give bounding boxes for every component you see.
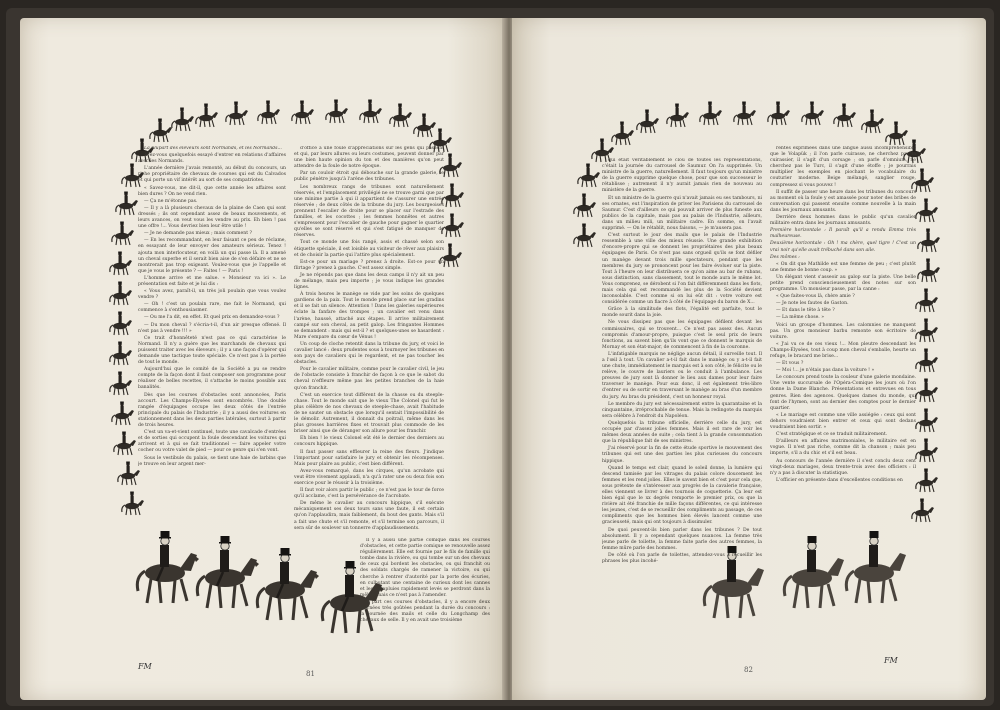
left-col2-paragraphs bbox=[294, 146, 444, 532]
paragraph: L'officier en présente dans d'excellentes conditions en bbox=[776, 477, 903, 483]
paragraph: Il faut voir alors partir le public ; ce n'est pas le tour de force qu'il acclame, c'est la persévérance de l'acrobate. bbox=[294, 488, 444, 500]
paragraph: C'est surtout le jour des mails que le palais de l'Industrie ressemble à une ville des mieux réussie. Une grande exhibition d'encore-propre qui se donnent les propriétaires des plus beaux équipages de Paris. Ce n'est pas sans orgueil qu'ils se font défiler un manège devant trois mille spectateurs, pendant que les membres du jury se prononcent pour les faire évoluer sur la piste. Tout à l'heure on leur distribuera ce qu'on aime au bar de rubans, sous distinction, sans classement, tout le monde aura le même lot. Vous comprenez, se dérobent si l'on fait différemment dans les flots, mais cela qui est recommandé les plus de la Société devient inconsolable. C'est comme si on lui eût dit : votre voiture est considérée comme un fiacre à côté de l'équipage du baron de X... bbox=[602, 233, 762, 306]
left-page-number: 81 bbox=[306, 670, 315, 678]
paragraph: « Savez-vous, me dit-il, que cette année les affaires sont bien dures ? On ne vend rien. bbox=[138, 185, 286, 197]
paragraph: Il y a aussi une partie comique dans les courses d'obstacles, et cette partie comique se renouvelle assez régulièrement. Elle est fournie par le fils de famille qui tombe dans la rivière, ou qui tombe sur un des chevaux de ceux qui bordent les obstacles, ou qui franchit ou des soldats chargés de ramener la victoire, ou qui cherche à rentrer d'autorité par la porte des écuries, en culbutant une centaine de curieux dont les cannes et les parapluies rapidement levés se perdront dans la mêlée, mais ce n'est pas à l'amender. bbox=[360, 538, 490, 598]
paragraph: « Que faites-vous là, chère amie ? bbox=[776, 294, 855, 300]
left-col3-paragraphs bbox=[360, 538, 490, 624]
left-column-3 bbox=[360, 538, 490, 678]
paragraph: Sous le vestibule du palais, se tient une haie de larbins que je trouve en leur argent mer- bbox=[138, 455, 286, 467]
paragraph: Il faut passer sans effleurer la reine des fleurs. J'indique l'important pour satisfaire le jury et obtenir les récompenses. Mais pour plaire au public, c'est bien différent. bbox=[294, 449, 444, 467]
paragraph: — Oh ! c'est un poulain rare, me fait le Normand, qui commence à s'enthousiasmer. bbox=[138, 302, 286, 314]
paragraph: C'est stratégique et ce se traduit militairement. bbox=[776, 432, 888, 438]
right-column-2 bbox=[770, 146, 916, 546]
paragraph: Un élégant vient s'asseoir au galop sur la piste. Une belle petite prend consciencieusement des notes sur son programme. Un monsieur passe, par la canne : bbox=[770, 274, 916, 293]
paragraph: — Il y a là plusieurs chevaux de la plaine de Caen qui sont dressés ; ils ont cependant assez de beaux mouvements, et leurs avances, on veut vous les vendre au prix. Eh bien ! pas une offre !... Vous devriez bien leur être utile ! bbox=[138, 205, 286, 230]
paragraph: — La même chose. » bbox=[776, 315, 825, 321]
paragraph: J'ai réservé pour la fin de cette étude sportive le mouvement des tribunes qui est une des parties les plus curieuses du concours hippique. bbox=[602, 446, 762, 464]
paragraph: rentes exprimées dans une langue aussi incompréhensible que le Volapük ; il l'on parle cuirasse, ne cherchez pas la cuirassier, il s'agit d'un corsage ; on parle d'omnium, ne cherchez pas le Turc, il s'agit d'une étoffe ; je pourrais multiplier les exemples en piochant le vocabulaire du couturier moderne. Beige mélangé, sanglier rouge, compressez si vous pouvez ! bbox=[770, 146, 916, 188]
left-column-1 bbox=[138, 146, 286, 526]
paragraph: « On dit que Mathilde est une femme de peu ; c'est plutôt une femme de bonne coup. » bbox=[770, 261, 916, 273]
paragraph: — En les recommandant, en leur faisant ce peu de réclame, en essayant de leur envoyer des amateurs sérieux. Tenez ! ajouta mon interlocuteur, en voilà un qui passe là. Il a amené un cheval superbe et il serait bien aise de s'en défaire et ne se montrerait pas trop exigeant. Voulez-vous que je l'appelle et que je vous le présente ? — Faites ! — Paris ! bbox=[138, 238, 286, 274]
left-col1-paragraphs bbox=[138, 146, 286, 468]
paragraph: Est-ce pour un mariage ? prenez à droite. Est-ce pour un flirtage ? prenez à gauche. C'est assez simple. bbox=[294, 259, 444, 271]
right-page bbox=[512, 18, 986, 700]
right-col2-paragraphs bbox=[770, 146, 916, 484]
paragraph: L'homme arrive et me salue. « Monsieur va ici ». Le présentation est faite et je lui dis : bbox=[138, 275, 286, 287]
paragraph: De quoi peuvent-ils bien parler dans les tribunes ? De tout absolument. Il y a cependant quelques nuances. La femme très jeune parle de toilette, la femme faite parle des autres femmes, la femme mûre parle des hommes. bbox=[602, 527, 762, 551]
paragraph: C'est un exercice tout différent de la chasse ou du steeple-chase. Tout le monde sait que le vieux The Colonel qui fut le plus célèbre de nos chevaux de steeple-chase, avait l'habitude de ne sauter un obstacle que lorsqu'il sentait l'impossibilité de le démolir. Autrement, il donnait du poitrail, même dans les plus grosses barrières fixes et trouvait plus commode de les briser ainsi que de déranger son allure pour les franchir. bbox=[294, 392, 444, 435]
paragraph: Ce trait d'honnêteté n'est pas ce qui caractérise le Normand. Il n'y a guère que les marchands de chevaux qui puissent traiter avec les éleveurs ; il y a une façon d'opérer qui demande une tactique toute spéciale. Ce n'est pas à la portée de tout le monde. bbox=[138, 335, 286, 366]
paragraph: Ne vous dissipez pas que les équipages défilent devant les commissaires, qui se trouvent... Ce n'est pas assez des. Aucun compromis d'amour-propre, puisque c'est le seul prix de leurs fonctions, au savent bien qu'ils vont que ce donnent le marquis de Mornay et son état-major, de commencent à fin de la couronne. bbox=[602, 320, 762, 350]
paragraph: — Et vous ? bbox=[776, 361, 804, 367]
paragraph: Première horizontale : Il paraît qu'il a rendu Emma très malheureuse. bbox=[770, 228, 916, 240]
paragraph: Derrière deux hommes dans le public qu'un cavalier militaire entra dans les journaux amusants. bbox=[770, 215, 916, 227]
paragraph: Les nombreux rangs de tribunes sont naturellement réservés, et l'emplacement privilégié ne se trouve garni que par une minime partie à qui il appartient de s'assurer une entrée réservée ; de deux côtés de la tribune du jury. Les bourgeoises prennent l'escalier de droite pour se placer sur l'estrade des familles, et les cocottes ; les femmes honnêtes et autres s'empressent pour l'escalier de gauche pour gagner le quartier qu'elles se sont réservé et qui s'est fatigué de manquer de réserves. bbox=[294, 184, 444, 239]
paragraph: Je ne réponds pas que dans les deux camps il n'y ait un peu de mélange, mais peu importe ; je vous indique les grandes lignes. bbox=[294, 272, 444, 291]
paragraph: Aujourd'hui que le comité de la Société a pu se rendre compte de la façon dont il faut composer son programme pour réaliser de belles recettes, il s'attache le moins possible aux banalités. bbox=[138, 367, 286, 391]
right-illustrator-signature: FM bbox=[884, 656, 898, 665]
paragraph: Voici un groupe d'hommes. Les calomnies ne manquent pas. Un gros monsieur barbu remonte son écritoire de voiture. bbox=[770, 322, 916, 340]
paragraph: La plupart des éleveurs sont Normands, et les Normands... bbox=[144, 146, 282, 151]
paragraph: Quelquefois la tribune officielle, derrière celle du jury, est occupée par d'assez jolies femmes. Mais il est rare de voir les mêmes deux années de suite ; cela tient à la grande consommation que la république fait de ses ministres. bbox=[602, 420, 762, 445]
paragraph: À trois heures le manège se vide par les soins de quelques gardiens de la paix. Tout le monde prend place sur les gradins et il se fait un silence. Attention ! Dans les galeries supérieures éclate la fanfare des trompes ; un cavalier est venu dans l'arène, haussé, attaché aux étapes. Il arrive militairement campé sur son cheval, au petit galop. Les fringantes Hommes se demandent : mais qui est-il ? et quelques-unes se hasardent : Mare s'empare du cœur de Vénus ! bbox=[294, 292, 444, 340]
paragraph: Il suffit de passer une heure dans les tribunes du concours au moment où la foule y est amassée pour noter des bribes de conversation qui passent ensuite comme nouvelle à la main dans les journaux amusants. bbox=[770, 189, 916, 213]
paragraph: À part ces courses d'obstacles, il y a encore deux journées très goûtées pendant la durée du concours : la journée des mails et celle du Longchamp des chevaux de selle. Il y en avait une troisième bbox=[360, 599, 490, 624]
paragraph: — Ou me l'a dit, en effet. Et quel prix en demandez-vous ? bbox=[144, 315, 280, 321]
paragraph: « Vous avez, paraît-il, un très joli poulain que vous voulez vendre ? bbox=[138, 289, 286, 301]
paragraph: Quand le temps est clair, quand le soleil donne, la lumière qui descend tamisée par les vitrages du palais colore doucement les femmes et les rend jolies. Elles le savent bien et c'est pour cela que, sous prétexte de s'intéresser aux progrès de la cavalerie française, elles viennent se livrer à des tournois de coquetterie. Ça leur est bien égal que le xx degrés remporte le premier prix, ou que la rivière ait été franchie de mille façons différentes, ce qui intéresse les jeunes, c'est de se recueillir des compliments au passage, de ces compliments que les hommes bien élevés lancent comme une gracieuseté, mais qui ont toujours à dissimuler. bbox=[602, 465, 762, 526]
paragraph: L'infatigable marquis ne néglige aucun détail, il surveille tout. Il a l'œil à tout. Un cavalier a-t-il fait dans le manège ou y a-t-il fait une chute, immédiatement le marquis est à son côté, le félicite ou le relève, le couvre de lauriers ou le conduit à l'ambulance. Les preuves de jury sont là donner le lieu aux dames pour leur faire traverser le manège. Pour eux donc, il est également très-libre d'entrer ou de sortir en traversant le manège au bras d'un membre du jury. Au bras du président, c'est un honneur royal. bbox=[602, 351, 762, 400]
paragraph: Avez-vous remarqué, dans les cirques, qu'un acrobate qui veut être vivement applaudi, n'a qu'à rater une ou deux fois son exercice pour le réussir à la troisième. bbox=[294, 468, 444, 486]
paragraph: Au concours de l'année dernière il s'est conclu deux cent vingt-deux mariages, deux trente-trois avec des officiers : il n'y a pas à discuter la statistique. bbox=[770, 458, 916, 476]
paragraph: Grâce à la similitude des flots, l'égalité est parfaite, tout le monde sourit dans la joie. bbox=[602, 307, 762, 319]
paragraph: Deuxième horizontale : Oh ! ma chère, quel tigre ! C'est un vrai noir qu'elle avait trébuché dans son aile. bbox=[770, 241, 916, 253]
left-illustrator-signature: FM bbox=[138, 662, 152, 671]
paragraph: — Ça ne m'étonne pas. bbox=[144, 198, 198, 204]
paragraph: Tout ce monde une fois rangé, assis et chassé selon son étiquette spéciale, il est loisible au visiteur de rêver aux plaisirs et de choisir la partie qui l'attire plus spécialement. bbox=[294, 240, 444, 258]
paragraph: — Du mon cheval ? s'écria-t-il, d'un air presque offensé. Il n'est pas à vendre !!! » bbox=[138, 322, 286, 334]
paragraph: Et un ministre de la guerre qui n'avait jamais eu ses tambours, ni ses ornates, eut l'inspiration de priver les Parisiens du carrousel de Saumur. C'est d'ailleurs ce qui pouvait arriver de plus funeste aux publics de la capitale, mais pas au palais de l'Industrie, ailleurs, dans un milieu mili, un militaire cadre. En somme, on l'avait supprimé. — On le rétablit, nous faisons, — je m'ausera pas. bbox=[602, 195, 762, 232]
paragraph: De même le cavalier au concours hippique, s'il exécute mécaniquement ses deux tours sans une faute, il est certain qu'on l'applaudira, mais faiblement, du bout des gants. Mais s'il a fait une chute et s'il remonte, et s'il termine son parcours, il sera sûr de soulever un tonnerre d'applaudissements. bbox=[294, 501, 444, 531]
paragraph: Le membre du jury est nécessairement entre la quarantaine et la cinquantaine, irréprochable de tenue. Mais la redingote du marquis sera célèbre à l'endroit du Napoléon. bbox=[602, 401, 762, 419]
paragraph: — Moi !... je n'étais pas dans la voiture ! » bbox=[776, 368, 875, 374]
paragraph: Par un couloir étroit qui débouche sur la grande galerie, le public pénètre jusqu'à l'arène des tribunes. bbox=[294, 171, 444, 183]
paragraph: Le concours prend toute la couleur d'une galerie mondaine. Une vente succursale de l'Opéra-Comique les jours où l'on donne la Dame Blanche. Présentations et entrevues en tous genres. Rien des agences. Quelques dames du monde, qui font de l'hymen, sont au dernier des comptes pour le dernier quartier. bbox=[770, 375, 916, 411]
left-page bbox=[20, 18, 506, 700]
right-page-number: 82 bbox=[744, 666, 753, 674]
paragraph: — Je note les fautes de Gaston. bbox=[776, 301, 849, 307]
paragraph: L'année dernière j'avais remonté, au début du concours, un riche propriétaire de chevaux de courses qui est du Calvados et qui porte un vif intérêt au sort de ses compatriotes. bbox=[138, 166, 286, 184]
paragraph: Eh bien ! le vieux Colonel eût été le dernier des derniers au concours hippique. bbox=[294, 436, 444, 448]
paragraph: Pour le cavalier militaire, comme pour le cavalier civil, le jeu de l'obstacle consiste à franchir de façon à ce que le sabot du cheval n'effleure même pas les petites branches de la haie qu'on franchit. bbox=[294, 367, 444, 391]
paragraph: Un coup de cloche retentit dans la tribune du jury, et voici le cavalier lancé : deux prudentes sous à tournoyer les tribunes en son pays de cavaliers qui le regardent, et ne pas toucher les obstacles. bbox=[294, 341, 444, 366]
paragraph: Dès que les courses d'obstacles sont annoncées, Paris accourt. Les Champs-Élysées sont encombrés. Une double rangée d'équipages occupe les deux côtés de l'entrée principale du palais de l'Industrie ; il y a aussi des voitures en stationnement dans les deux parties latérales, surtout à partir de trois heures. bbox=[138, 392, 286, 429]
paragraph: Des mômes : bbox=[770, 254, 800, 260]
paragraph: — Je ne demande pas mieux ; mais comment ? bbox=[144, 231, 252, 237]
paragraph: « J'ai vu ce de ces vieux !... Mon pleutre descendant les Champs-Élysées, tout à coup mon cheval s'emballe, heurte un refuge, le bracard me brise... bbox=[770, 341, 916, 359]
paragraph: C'est un va-et-vient continuel, toute une cavalcade d'entrées et de sorties qui occupent la foule descendant les voitures qui arrivent et à qui se fait traditionnel — faire appeler votre cocher ou votre valet de pied — pour ce genre qui s'en vont. bbox=[138, 430, 286, 454]
left-column-2 bbox=[294, 146, 444, 536]
paragraph: Avez-vous quelquefois essayé d'entrer en relations d'affaires avec les Normands. bbox=[138, 153, 286, 165]
paragraph: qui était véritablement le clou de toutes les représentations, c'était la journée du carrousel de Saumur. On l'a supprimée. Un ministre de la guerre, naturellement. Il faut toujours qu'un ministre de la guerre supprime quelque chose, pour que son successeur le rétablisse ; autrement il n'y aurait jamais rien de nouveau au ministère de la guerre. bbox=[602, 158, 762, 194]
right-column-1 bbox=[602, 158, 762, 568]
paragraph: — Et dans le tête à tête ? bbox=[776, 308, 835, 314]
paragraph: D'ailleurs en affaires matrimoniales, le militaire est en vogue. Il n'est pas riche, comme dit la chanson ; mais peu importe, s'il a du chic et s'il est beau. bbox=[770, 439, 916, 457]
right-col1-paragraphs bbox=[602, 158, 762, 565]
paragraph: d'office à une foule d'appréciations sur les gens qui passent et qui, par leurs allures ou leurs costumes, peuvent donner par une bien haute opinion du ton et des manières qu'on peut attendre de la foule de notre époque. bbox=[294, 146, 444, 170]
paragraph: De côté où l'on parle de toilettes, attendez-vous à recueillir les phrases les plus incohé- bbox=[602, 552, 762, 564]
book-spread bbox=[6, 8, 994, 706]
paragraph: « Le mariage est comme une ville assiégée : ceux qui sont dehors voudraient bien entrer et ceux qui sont dedans voudraient bien sortir. » bbox=[770, 412, 916, 431]
